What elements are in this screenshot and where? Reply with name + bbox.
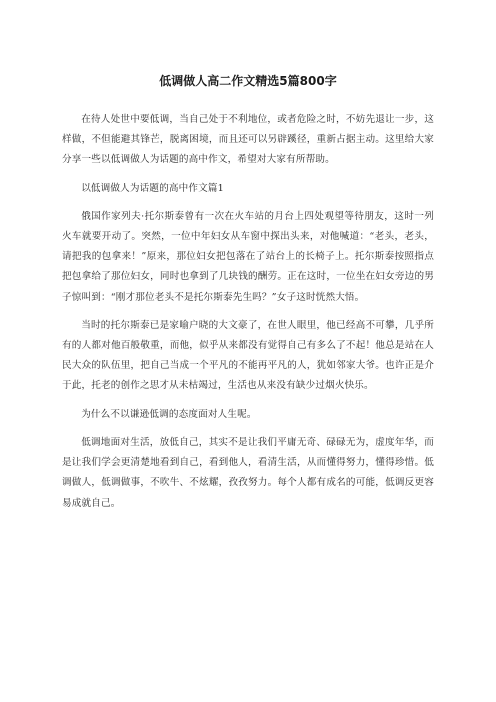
document-body	[62, 110, 434, 522]
body-paragraph: 低调地面对生活，放低自己，其实不是让我们平庸无奇、碌碌无为，虚度年华，而是让我们学会更清楚地看到自己，看到他人，看清生活，从而懂得努力，懂得珍惜。低调做人，低调做事，不吹牛、不炫耀，孜孜努力。每个人都有成名的可能，低调反更容易成就自己。	[62, 437, 434, 509]
body-paragraph: 当时的托尔斯泰已是家喻户晓的大文豪了，在世人眼里，他已经高不可攀，几乎所有的人都对他百般敬重，而他，似乎从来都没有觉得自己有多么了不起！他总是站在人民大众的队伍里，把自己当成一个平凡的不能再平凡的人，犹如邻家大爷。也许正是介于此，托老的创作之思才从未枯竭过，生活也从来没有缺少过烟火快乐。	[62, 320, 434, 392]
body-paragraph: 俄国作家列夫·托尔斯泰曾有一次在火车站的月台上四处观望等待朋友，这时一列火车就要开动了。突然，一位中年妇女从车窗中探出头来，对他喊道：“老头，老头，请把我的包拿来！”原来，那位妇女把包落在了站台上的长椅子上。托尔斯泰按照指点把包拿给了那位妇女，同时也拿到了几块钱的酬劳。正在这时，一位坐在妇女旁边的男子惊叫到：“刚才那位老头不是托尔斯泰先生吗？”女子这时恍然大悟。	[62, 211, 434, 303]
intro-paragraph: 在待人处世中要低调，当自己处于不利地位，或者危险之时，不妨先退让一步，这样做，不但能避其锋芒，脱离困境，而且还可以另辟蹊径，重新占据主动。这里给大家分享一些以低调做人为话题的高中作文，希望对大家有所帮助。	[62, 114, 434, 166]
body-paragraph: 为什么不以谦逊低调的态度面对人生呢。	[81, 408, 257, 420]
section-heading: 以低调做人为话题的高中作文篇1	[81, 182, 224, 194]
document-title: 低调做人高二作文精选5篇800字	[159, 74, 337, 88]
